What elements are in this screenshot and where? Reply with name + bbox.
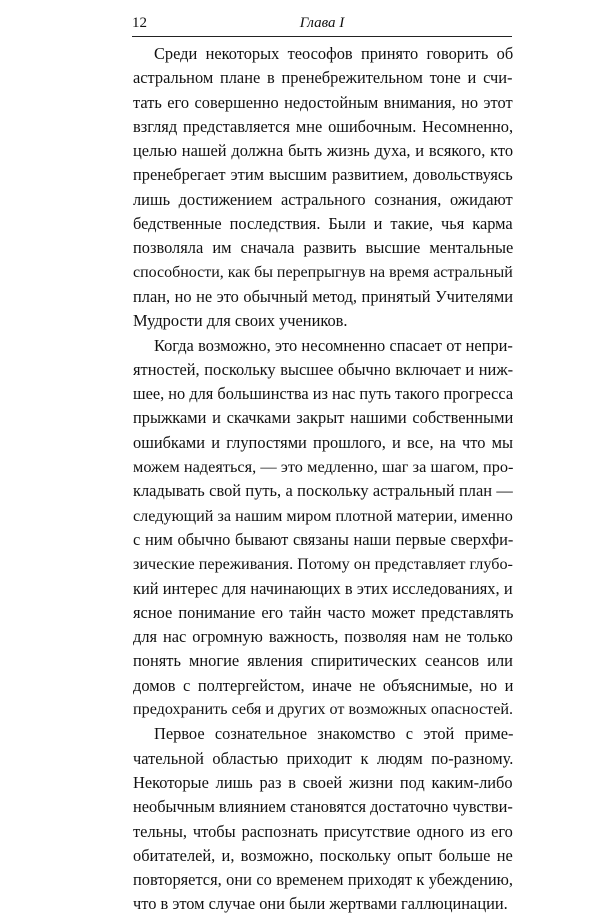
text-line: Некоторые лишь раз в своей жизни под каким-либо <box>133 772 513 792</box>
text-line: астральном плане в пренебрежительном тоне и счи- <box>133 68 513 88</box>
text-line: чательной областью приходит к людям по-разному. <box>133 748 514 768</box>
text-line: можем надеяться, — это медленно, шаг за шагом, про- <box>133 457 514 477</box>
text-line: ясное понимание его тайн часто может представлять <box>133 602 514 622</box>
text-line: способности, как бы перепрыгнув на время астральный <box>133 263 513 281</box>
paragraph <box>133 722 513 916</box>
chapter-title: Глава I <box>299 15 345 31</box>
text-line: необычным влиянием становятся достаточно чувстви- <box>133 797 513 817</box>
text-line: повторяется, они со временем приходят к убеждению, <box>133 870 514 890</box>
text-line: Первое сознательное знакомство с этой приме- <box>154 724 514 744</box>
text-line: взгляд представляется мне ошибочным. Несомненно, <box>133 116 514 136</box>
text-line: шее, но для большинства из нас путь такого прогресса <box>133 384 514 404</box>
text-line: Среди некоторых теософов принято говорить об <box>154 44 514 63</box>
text-line: для нас огромную важность, позволяя нам не только <box>133 627 513 647</box>
text-line: бедственные последствия. Были и такие, чья карма <box>133 214 513 234</box>
text-line: ошибками и глупостями прошлого, и все, на что мы <box>133 432 514 452</box>
text-line: лишь достижением астрального сознания, ожидают <box>133 189 513 209</box>
text-line: позволяла им сначала развить высшие ментальные <box>133 238 514 258</box>
page-number: 12 <box>132 15 147 31</box>
text-line: целью нашей должна быть жизнь духа, и всякого, кто <box>133 141 514 161</box>
text-line: Мудрости для своих учеников. <box>133 311 348 331</box>
text-line: понять многие явления спиритических сеансов или <box>133 651 513 671</box>
text-line: Когда возможно, это несомненно спасает от непри- <box>154 335 513 355</box>
text-line: кий интерес для начинающих в этих исследованиях, и <box>133 578 513 598</box>
body-text <box>133 42 513 917</box>
text-line: следующий за нашим миром плотной материи, именно <box>133 506 513 525</box>
text-line: домов с полтергейстом, иначе не объяснимые, но и <box>133 675 514 695</box>
text-line: обитателей, и, возможно, поскольку опыт больше не <box>133 845 513 865</box>
text-line: тать его совершенно недостойным внимания, но этот <box>133 92 513 112</box>
text-line: пренебрегает этим высшим развитием, довольствуясь <box>133 165 513 185</box>
text-line: план, но не это обычный метод, принятый Учителями <box>133 286 513 306</box>
text-line: тельны, чтобы распознать присутствие одного из его <box>133 821 513 841</box>
running-header <box>132 12 512 37</box>
paragraph <box>133 42 513 334</box>
text-line: что в этом случае они были жертвами галлюцинации. <box>133 894 508 914</box>
text-line: прыжками и скачками закрыт нашими собственными <box>133 408 514 428</box>
paragraph <box>133 334 513 723</box>
text-line: предохранить себя и других от возможных опасностей. <box>133 701 514 719</box>
text-line: кладывать свой путь, а поскольку астральный план — <box>133 481 513 501</box>
text-line: зические переживания. Потому он представляет глубо- <box>133 555 513 574</box>
text-line: ятностей, поскольку высшее обычно включает и ниж- <box>133 359 514 379</box>
text-line: с ним обычно бывают связаны наши первые сверхфи- <box>133 529 514 549</box>
